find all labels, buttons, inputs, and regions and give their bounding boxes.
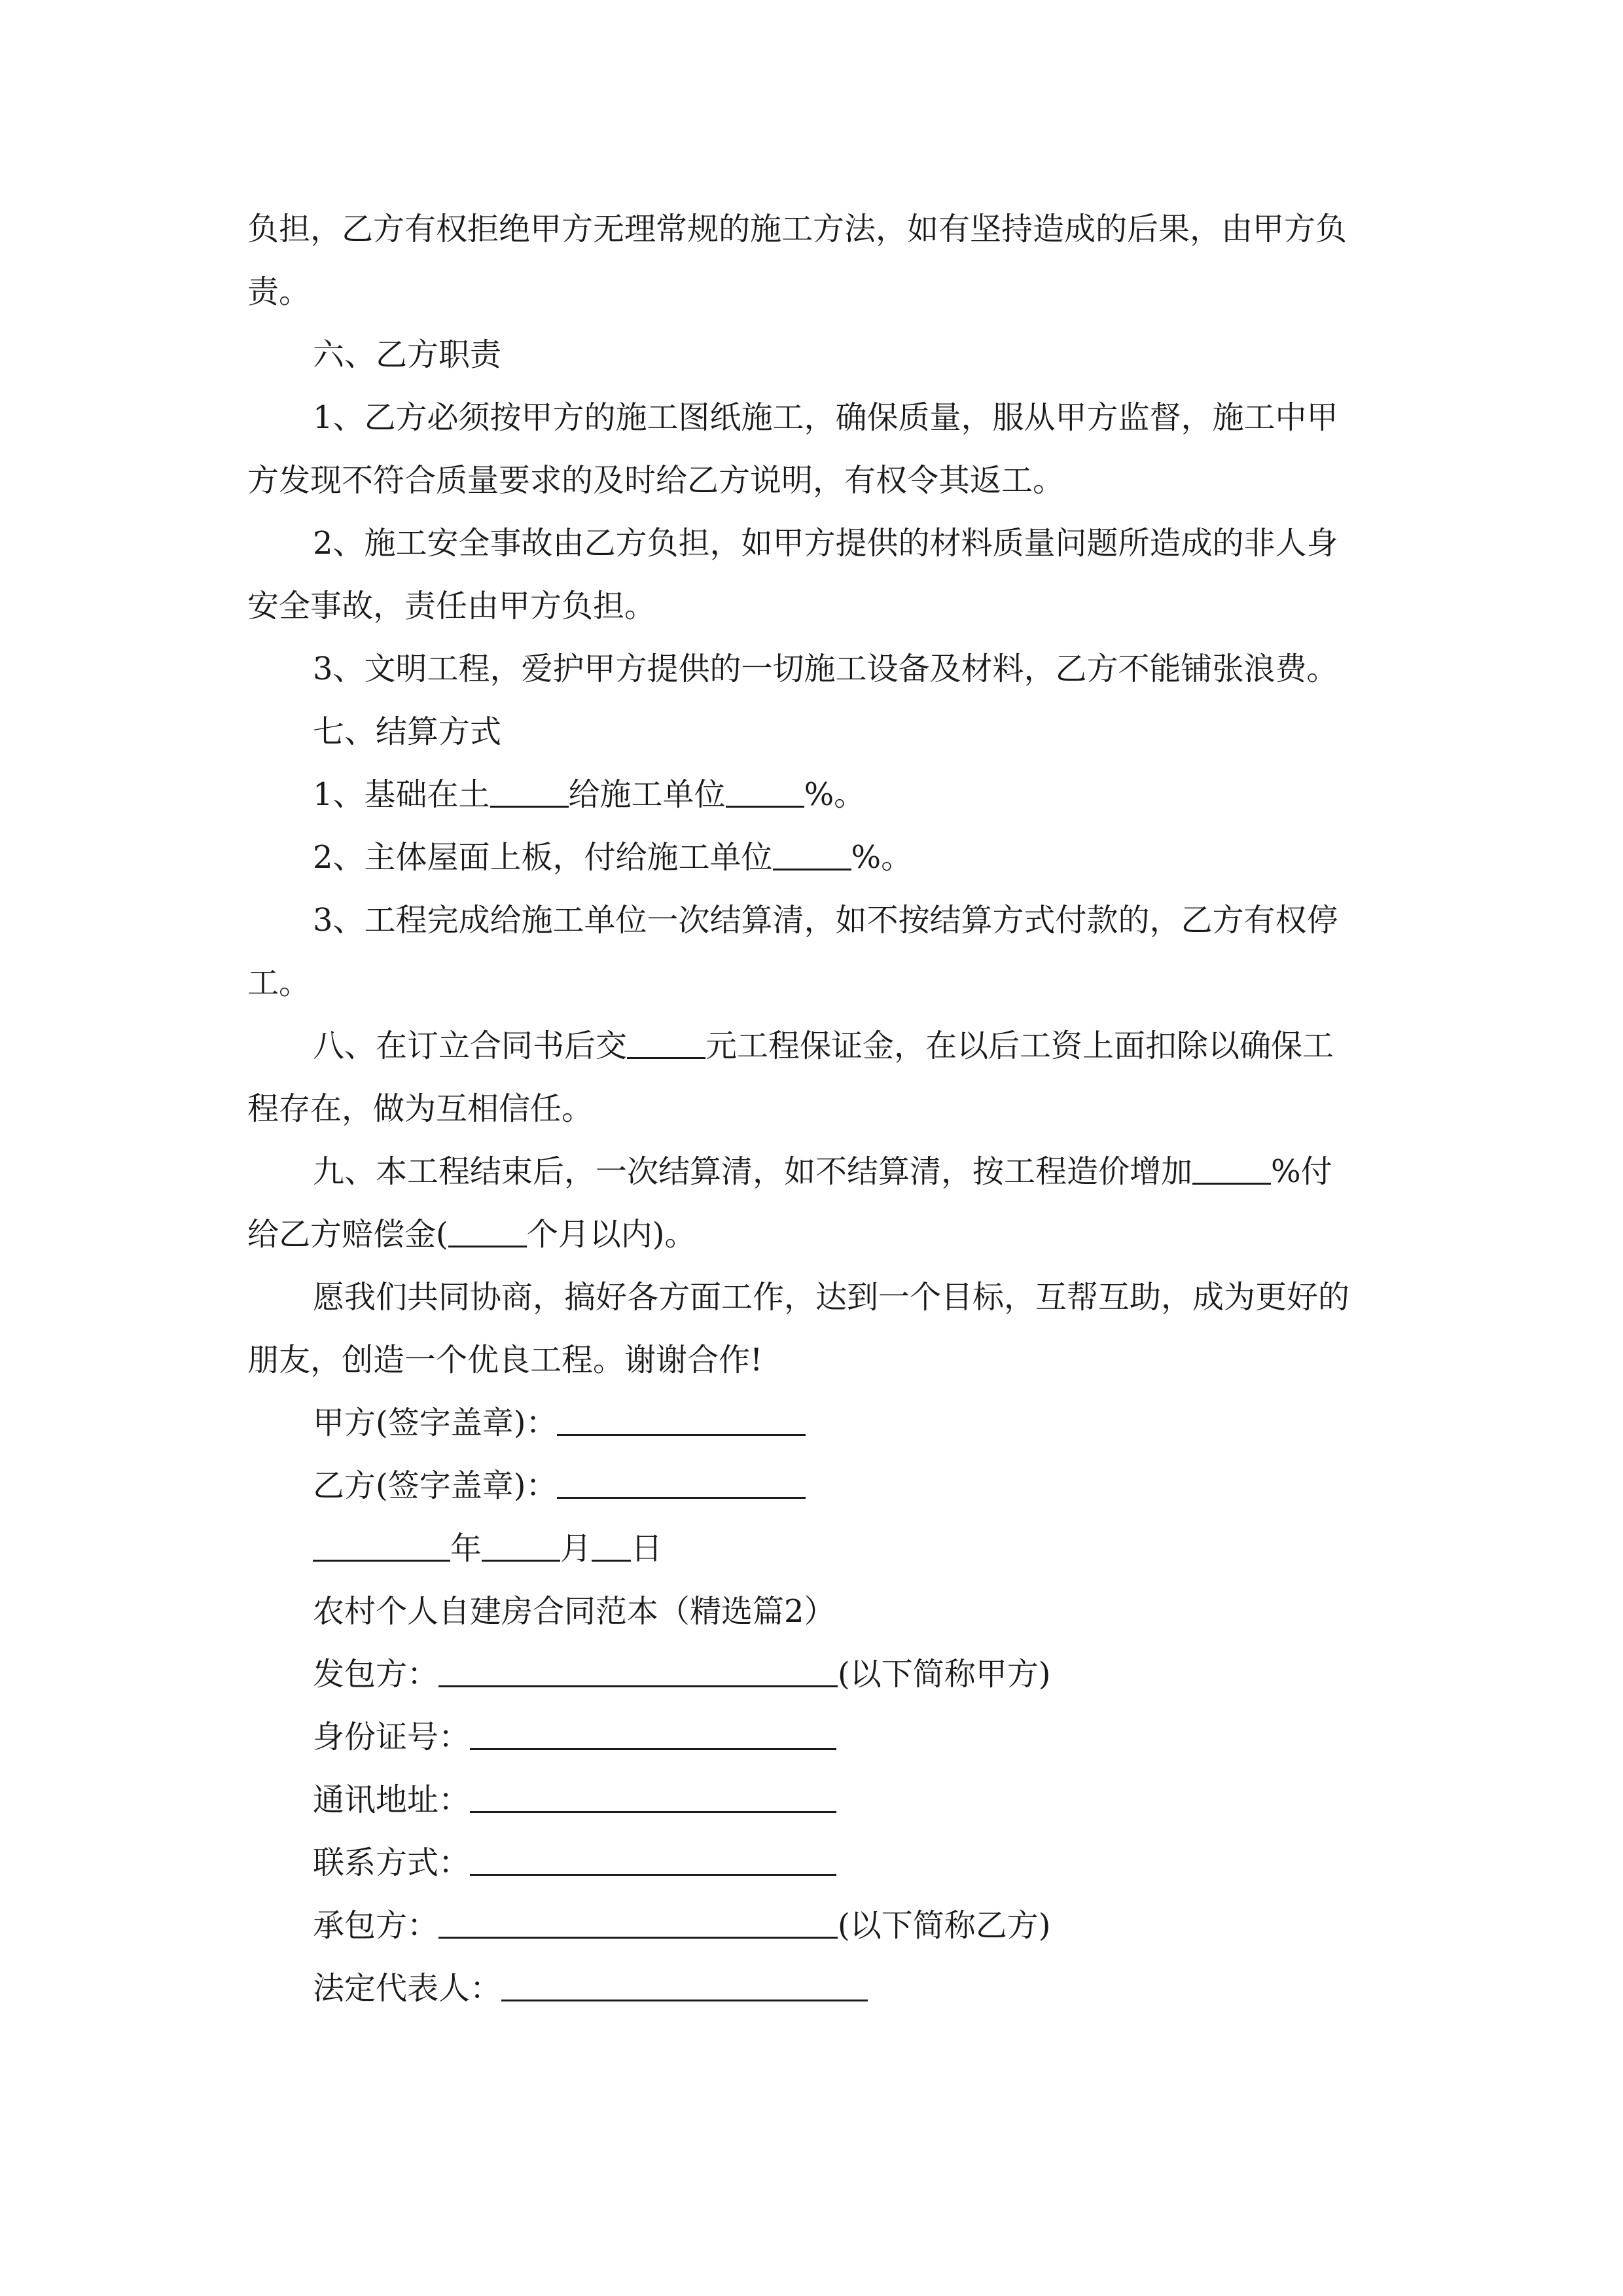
fill-blank[interactable] (490, 777, 569, 808)
text-segment: (以下简称乙方) (838, 1907, 1051, 1944)
employer-field (313, 1655, 1465, 1694)
fill-blank[interactable] (726, 777, 804, 808)
id-field (313, 1717, 1465, 1757)
deposit-clause (313, 1026, 1465, 1066)
fill-blank[interactable] (773, 840, 851, 870)
section-heading-7: 七、结算方式 (313, 713, 502, 750)
text-segment: 2、主体屋面上板，付给施工单位 (313, 839, 773, 876)
paragraph-line: 2、施工安全事故由乙方负担，如甲方提供的材料质量问题所造成的非人身 (313, 525, 1338, 562)
text-segment: 九、本工程结束后，一次结算清，如不结算清，按工程造价增加 (313, 1153, 1193, 1190)
paragraph-line: 负担，乙方有权拒绝甲方无理常规的施工方法，如有坚持造成的后果，由甲方负 (247, 211, 1347, 247)
paragraph-line: 安全事故，责任由甲方负担。 (247, 588, 656, 624)
text-segment: %。 (804, 776, 866, 813)
penalty-clause-cont (247, 1215, 1399, 1254)
paragraph-line: 朋友，创造一个优良工程。谢谢合作! (247, 1342, 763, 1378)
address-blank[interactable] (470, 1782, 836, 1813)
text-segment: 1、基础在土 (313, 776, 490, 813)
text-segment: 乙方(签字盖章)： (313, 1467, 558, 1504)
text-segment: 月 (560, 1530, 592, 1567)
paragraph-line: 3、文明工程，爱护甲方提供的一切施工设备及材料，乙方不能铺张浪费。 (313, 651, 1338, 687)
text-segment: 联系方式： (313, 1844, 471, 1881)
text-segment: 元工程保证金，在以后工资上面扣除以确保工 (705, 1028, 1334, 1064)
fill-blank[interactable] (448, 1217, 527, 1247)
section-heading-6: 六、乙方职责 (313, 336, 502, 373)
text-segment: %付 (1271, 1153, 1332, 1190)
text-segment: 承包方： (313, 1907, 439, 1944)
text-segment: 年 (450, 1530, 482, 1567)
text-segment: (以下简称甲方) (838, 1656, 1051, 1693)
text-segment: 给乙方赔偿金( (247, 1216, 448, 1253)
paragraph-line: 1、乙方必须按甲方的施工图纸施工，确保质量，服从甲方监督，施工中甲 (313, 399, 1338, 436)
address-field (313, 1780, 1465, 1820)
year-blank[interactable] (313, 1531, 450, 1562)
id-blank[interactable] (470, 1719, 836, 1750)
text-segment: 通讯地址： (313, 1782, 471, 1818)
signature-blank[interactable] (557, 1405, 806, 1436)
section-title-2: 农村个人自建房合同范本（精选篇2） (313, 1593, 836, 1630)
legal-rep-field (313, 1969, 1465, 2008)
text-segment: 给施工单位 (568, 776, 726, 813)
fill-blank[interactable] (1192, 1154, 1271, 1185)
settlement-item-1 (313, 775, 1465, 814)
fill-blank[interactable] (627, 1028, 705, 1059)
month-blank[interactable] (482, 1531, 560, 1562)
penalty-clause (313, 1152, 1465, 1191)
paragraph-line: 方发现不符合质量要求的及时给乙方说明，有权令其返工。 (247, 462, 1065, 499)
text-segment: %。 (851, 839, 913, 876)
text-segment: 八、在订立合同书后交 (313, 1028, 628, 1064)
paragraph-line: 愿我们共同协商，搞好各方面工作，达到一个目标，互帮互助，成为更好的 (313, 1279, 1350, 1316)
contractor-field (313, 1906, 1465, 1945)
contact-blank[interactable] (470, 1845, 836, 1876)
signature-blank[interactable] (557, 1468, 806, 1499)
text-segment: 甲方(签字盖章)： (313, 1405, 558, 1441)
text-segment: 发包方： (313, 1656, 439, 1693)
contractor-blank[interactable] (438, 1908, 838, 1939)
day-blank[interactable] (592, 1531, 631, 1562)
paragraph-line: 3、工程完成给施工单位一次结算清，如不按结算方式付款的，乙方有权停 (313, 902, 1338, 939)
legal-rep-blank[interactable] (501, 1971, 868, 2001)
settlement-item-2 (313, 838, 1465, 877)
text-segment: 日 (631, 1530, 663, 1567)
contact-field (313, 1843, 1465, 1882)
employer-blank[interactable] (438, 1657, 838, 1687)
party-b-signature (313, 1466, 1465, 1505)
text-segment: 个月以内)。 (526, 1216, 696, 1253)
text-segment: 身份证号： (313, 1719, 471, 1755)
party-a-signature (313, 1403, 1465, 1443)
date-line (313, 1529, 1465, 1568)
paragraph-line: 责。 (247, 274, 311, 310)
text-segment: 法定代表人： (313, 1970, 502, 2007)
paragraph-line: 程存在，做为互相信任。 (247, 1090, 594, 1127)
paragraph-line: 工。 (247, 965, 311, 1001)
